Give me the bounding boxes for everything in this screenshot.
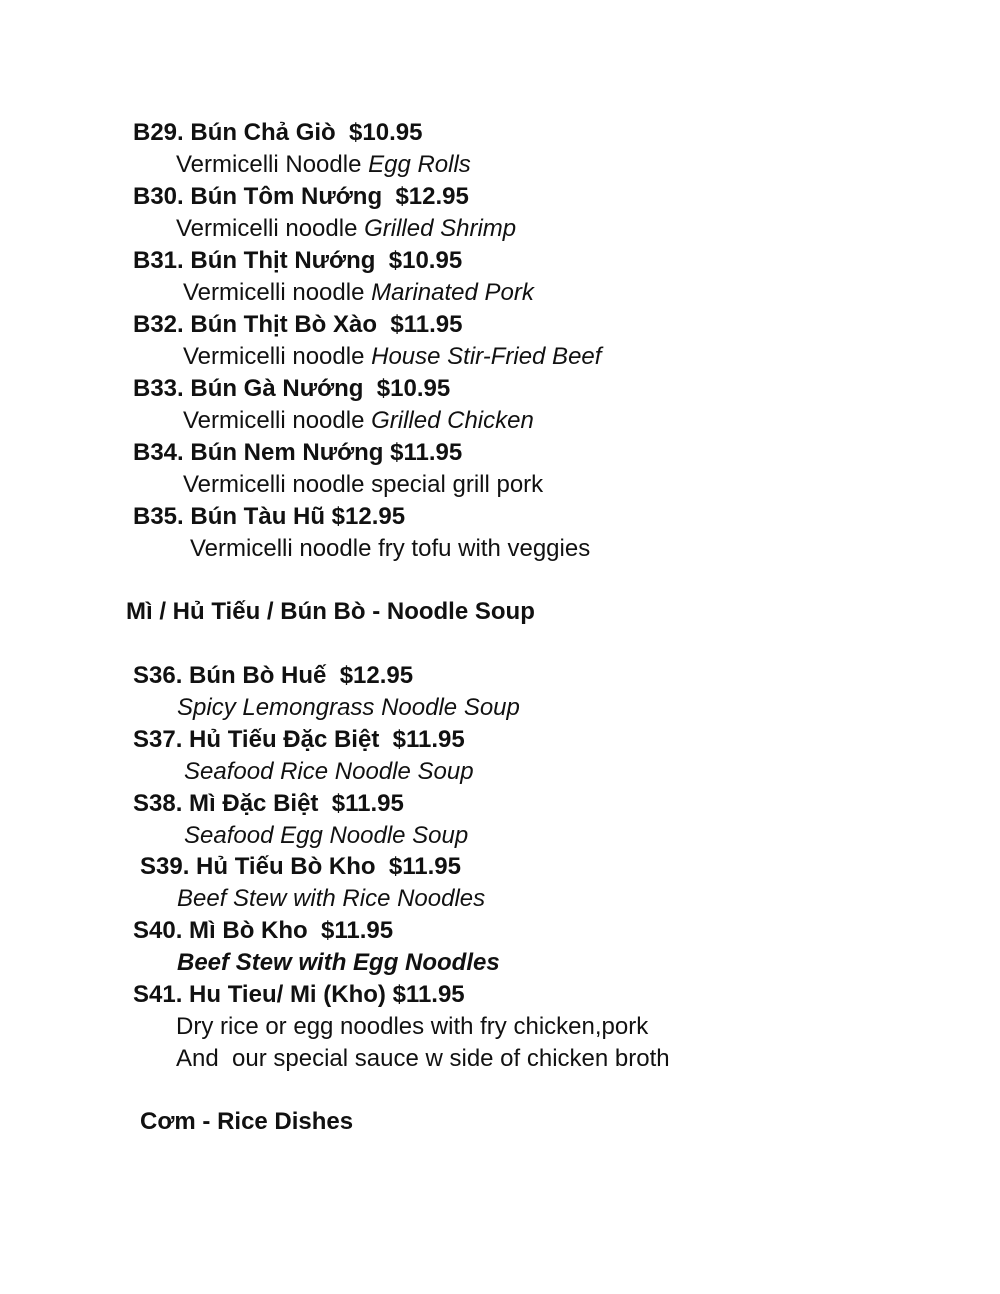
menu-item-desc-s39: Beef Stew with Rice Noodles — [177, 885, 486, 912]
menu-item-desc-b33 — [183, 407, 534, 435]
menu-item-desc-s37: Seafood Rice Noodle Soup — [184, 758, 474, 785]
menu-item-title-s36: S36. Bún Bò Huế $12.95 — [133, 662, 414, 689]
menu-item-title-s37: S37. Hủ Tiếu Đặc Biệt $11.95 — [133, 726, 465, 753]
desc-plain: Vermicelli Noodle — [176, 151, 369, 178]
menu-item-title-b29: B29. Bún Chả Giò $10.95 — [133, 119, 423, 146]
desc-plain: Vermicelli noodle special grill pork — [183, 471, 544, 498]
desc-italic: House Stir-Fried Beef — [371, 343, 602, 370]
desc-plain: Vermicelli noodle — [176, 215, 365, 242]
menu-item-desc-s38: Seafood Egg Noodle Soup — [184, 822, 469, 849]
menu-item-title-b35: B35. Bún Tàu Hũ $12.95 — [133, 503, 406, 530]
section-heading-noodle-soup: Mì / Hủ Tiếu / Bún Bò - Noodle Soup — [126, 598, 535, 625]
desc-italic: Grilled Shrimp — [364, 215, 517, 242]
menu-item-desc-b35 — [190, 535, 590, 563]
menu-item-title-s38: S38. Mì Đặc Biệt $11.95 — [133, 790, 404, 817]
menu-item-desc-b31 — [183, 279, 534, 307]
desc-italic: Grilled Chicken — [371, 407, 534, 434]
section-heading-rice-dishes: Cơm - Rice Dishes — [140, 1108, 354, 1135]
menu-item-desc-s41-line2: And our special sauce w side of chicken broth — [176, 1045, 670, 1072]
menu-item-title-s41: S41. Hu Tieu/ Mi (Kho) $11.95 — [133, 981, 465, 1008]
menu-item-title-b34: B34. Bún Nem Nướng $11.95 — [133, 439, 463, 466]
desc-plain: Vermicelli noodle fry tofu with veggies — [190, 535, 591, 562]
menu-item-desc-b30 — [176, 215, 516, 243]
desc-plain: Vermicelli noodle — [183, 343, 372, 370]
desc-italic: Egg Rolls — [368, 151, 471, 178]
desc-plain: Vermicelli noodle — [183, 279, 372, 306]
menu-item-title-b30: B30. Bún Tôm Nướng $12.95 — [133, 183, 469, 210]
menu-item-title-b32: B32. Bún Thịt Bò Xào $11.95 — [133, 311, 463, 338]
menu-item-desc-s36: Spicy Lemongrass Noodle Soup — [177, 694, 520, 721]
menu-item-desc-s40: Beef Stew with Egg Noodles — [177, 949, 500, 976]
desc-plain: Vermicelli noodle — [183, 407, 372, 434]
menu-item-desc-s41-line1: Dry rice or egg noodles with fry chicken,pork — [176, 1013, 649, 1040]
menu-item-title-s39: S39. Hủ Tiếu Bò Kho $11.95 — [140, 853, 461, 880]
menu-item-desc-b34 — [183, 471, 543, 499]
menu-item-desc-b29 — [176, 151, 471, 179]
menu-item-title-s40: S40. Mì Bò Kho $11.95 — [133, 917, 394, 944]
desc-italic: Marinated Pork — [371, 279, 534, 306]
menu-item-desc-b32 — [183, 343, 601, 371]
menu-item-title-b31: B31. Bún Thịt Nướng $10.95 — [133, 247, 463, 274]
menu-item-title-b33: B33. Bún Gà Nướng $10.95 — [133, 375, 451, 402]
